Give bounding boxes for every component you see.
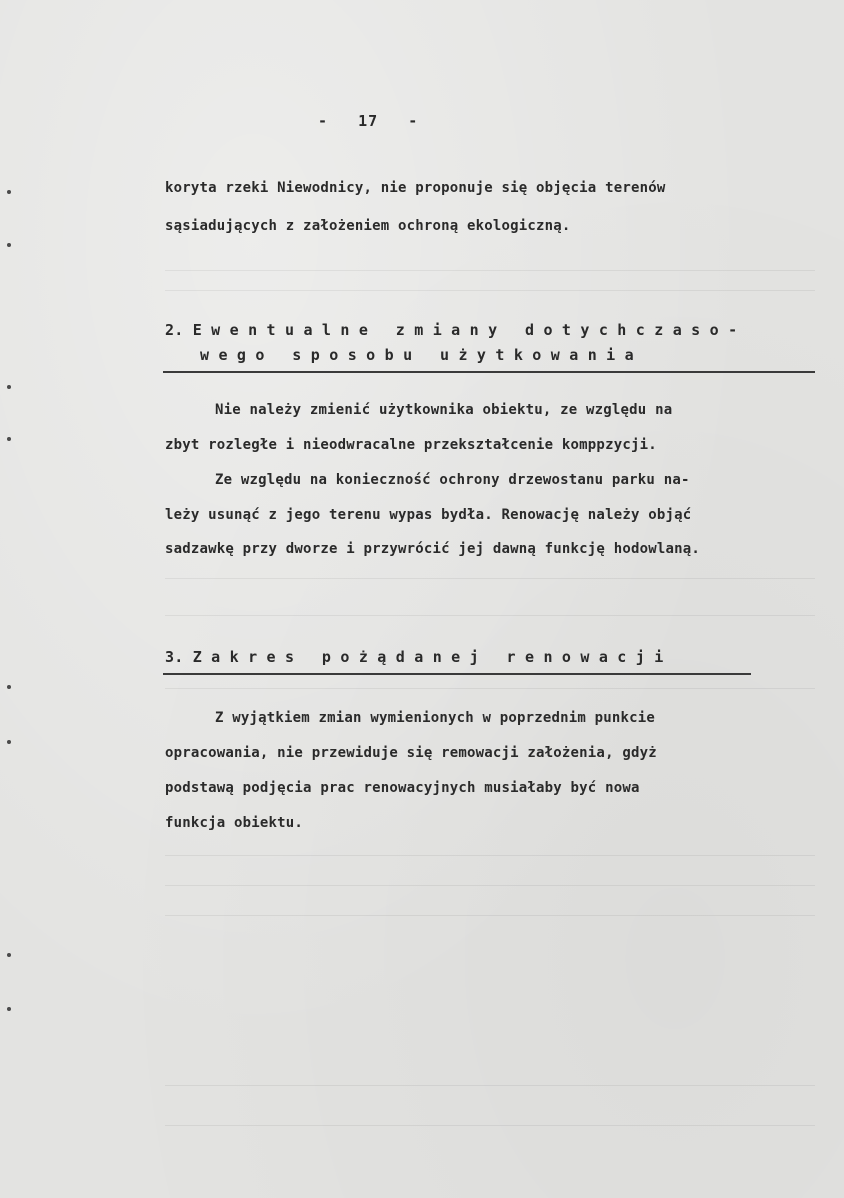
binder-hole-mark bbox=[7, 1007, 11, 1011]
binder-hole-mark bbox=[7, 953, 11, 957]
section-3-underline bbox=[163, 673, 751, 675]
section-3-line-3: podstawą podjęcia prac renowacyjnych musiałaby być nowa bbox=[165, 780, 640, 796]
section-2-line-3: Ze względu na konieczność ochrony drzewostanu parku na- bbox=[215, 472, 690, 488]
section-2-line-5: sadzawkę przy dworze i przywrócić jej dawną funkcję hodowlaną. bbox=[165, 541, 700, 557]
bleed-through-line bbox=[165, 1125, 815, 1126]
bleed-through-line bbox=[165, 1085, 815, 1086]
section-2-line-2: zbyt rozległe i nieodwracalne przekształcenie komppzycji. bbox=[165, 437, 657, 453]
bleed-through-line bbox=[165, 615, 815, 616]
binder-hole-mark bbox=[7, 243, 11, 247]
binder-hole-mark bbox=[7, 740, 11, 744]
intro-line-2: sąsiadujących z założeniem ochroną ekologiczną. bbox=[165, 218, 571, 234]
bleed-through-line bbox=[165, 688, 815, 689]
section-2-underline bbox=[163, 371, 815, 373]
section-2-heading-line-1: 2. E w e n t u a l n e z m i a n y d o t y c h c z a s o - bbox=[165, 321, 738, 339]
binder-hole-mark bbox=[7, 685, 11, 689]
section-3-line-2: opracowania, nie przewiduje się remowacji założenia, gdyż bbox=[165, 745, 657, 761]
section-3-line-4: funkcja obiektu. bbox=[165, 815, 304, 831]
binder-hole-mark bbox=[7, 190, 11, 194]
bleed-through-line bbox=[165, 578, 815, 579]
bleed-through-line bbox=[165, 855, 815, 856]
section-3-line-1: Z wyjątkiem zmian wymienionych w poprzednim punkcie bbox=[215, 710, 656, 726]
bleed-through-line bbox=[165, 290, 815, 291]
intro-line-1: koryta rzeki Niewodnicy, nie proponuje się objęcia terenów bbox=[165, 180, 666, 196]
bleed-through-line bbox=[165, 270, 815, 271]
bleed-through-line bbox=[165, 885, 815, 886]
section-2-line-4: leży usunąć z jego terenu wypas bydła. Renowację należy objąć bbox=[165, 507, 692, 523]
section-2-heading-line-2: w e g o s p o s o b u u ż y t k o w a n i a bbox=[200, 346, 634, 364]
section-2-line-1: Nie należy zmienić użytkownika obiektu, ze względu na bbox=[215, 402, 673, 418]
section-3-heading: 3. Z a k r e s p o ż ą d a n e j r e n o w a c j i bbox=[165, 648, 664, 666]
page-number: - 17 - bbox=[318, 112, 419, 130]
binder-hole-mark bbox=[7, 437, 11, 441]
binder-hole-mark bbox=[7, 385, 11, 389]
bleed-through-line bbox=[165, 915, 815, 916]
